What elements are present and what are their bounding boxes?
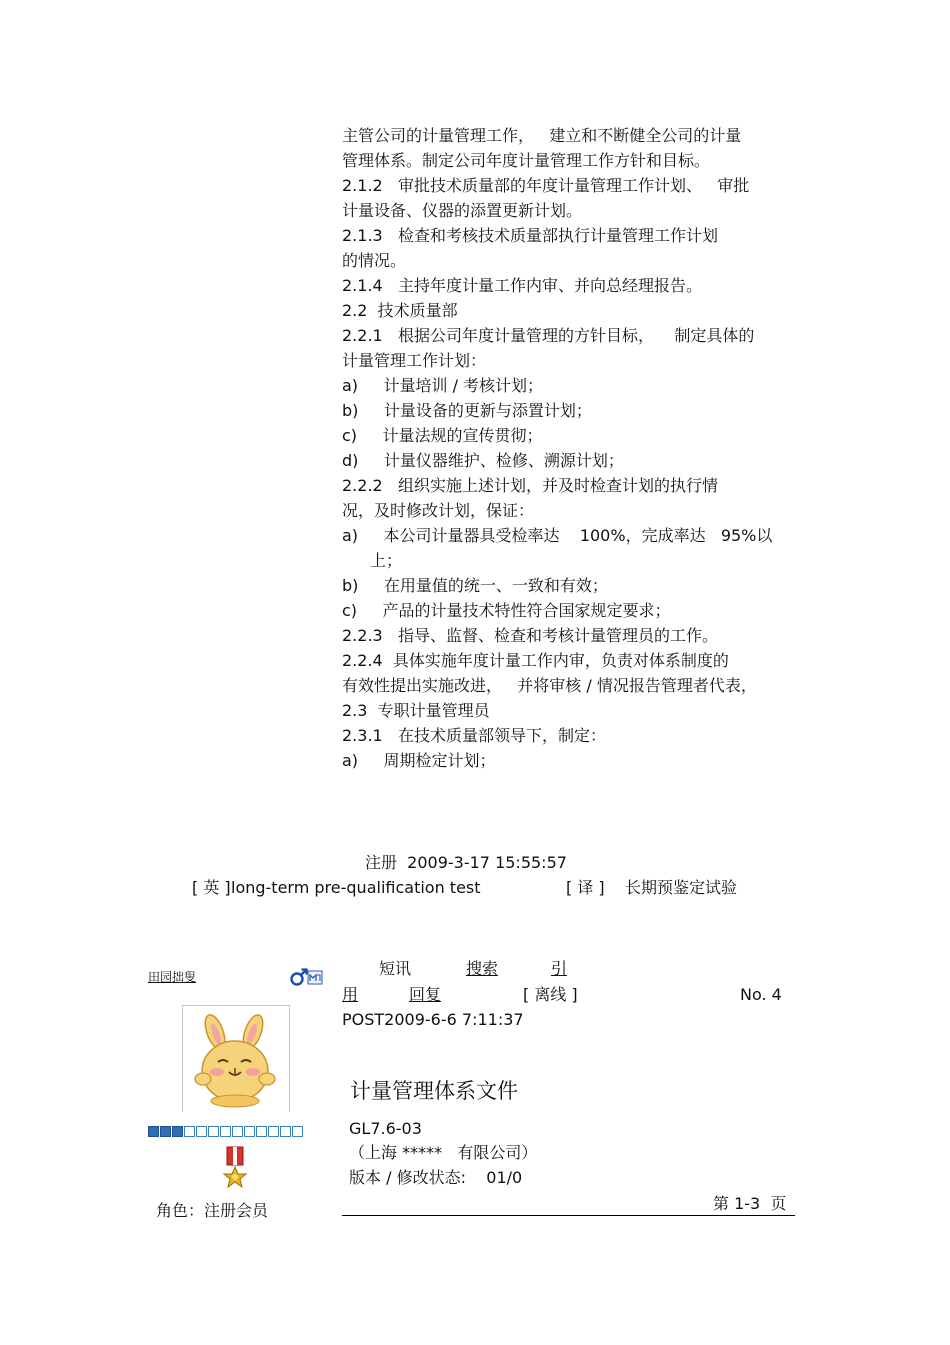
text-line: 2.1.4 主持年度计量工作内审、并向总经理报告。 <box>342 276 702 295</box>
level-segment <box>268 1126 279 1137</box>
list-item: b) 在用量值的统一、一致和有效； <box>342 576 608 595</box>
text-line: 的情况。 <box>342 251 407 270</box>
user-role: 角色：注册会员 <box>156 1201 269 1220</box>
text-line: 2.1.3 检查和考核技术质量部执行计量管理工作计划 <box>342 226 718 245</box>
text-line: 2.2.1 根据公司年度计量管理的方针目标， 制定具体的 <box>342 326 755 345</box>
level-progress-bar <box>148 1126 303 1137</box>
text-line: 2.1.2 审批技术质量部的年度计量管理工作计划、 审批 <box>342 176 750 195</box>
username-link[interactable]: 田园拙叟 <box>148 970 197 984</box>
post-number: No. 4 <box>740 985 782 1004</box>
post-time: POST2009-6-6 7:11:37 <box>342 1010 524 1029</box>
text-line: 主管公司的计量管理工作， 建立和不断健全公司的计量 <box>342 126 742 145</box>
level-segment <box>220 1126 231 1137</box>
text-line: 2.2.2 组织实施上述计划，并及时检查计划的执行情 <box>342 476 718 495</box>
medal-icon <box>222 1146 248 1192</box>
text-line: 2.3.1 在技术质量部领导下，制定： <box>342 726 606 745</box>
text-line: 有效性提出实施改进， 并将审核 / 情况报告管理者代表， <box>342 676 757 695</box>
list-item: a) 周期检定计划； <box>342 751 496 770</box>
level-segment <box>244 1126 255 1137</box>
doc-company: （上海 ***** 有限公司） <box>349 1143 538 1162</box>
doc-version: 版本 / 修改状态: 01/0 <box>349 1168 523 1187</box>
doc-title: 计量管理体系文件 <box>350 1079 518 1103</box>
level-segment <box>256 1126 267 1137</box>
level-segment <box>160 1126 171 1137</box>
zh-tag: [ 译 ] <box>566 878 605 897</box>
en-tag: [ 英 ] <box>192 878 231 897</box>
page-number: 第 1-3 页 <box>713 1194 787 1213</box>
list-item: d) 计量仪器维护、检修、溯源计划； <box>342 451 624 470</box>
level-segment <box>148 1126 159 1137</box>
message-link[interactable]: 短讯 <box>379 959 412 978</box>
level-segment <box>232 1126 243 1137</box>
text-line: 2.2.3 指导、监督、检查和考核计量管理员的工作。 <box>342 626 718 645</box>
avatar <box>182 1005 290 1112</box>
zh-term: 长期预鉴定试验 <box>625 878 738 897</box>
search-link[interactable]: 搜索 <box>466 959 499 978</box>
level-segment <box>184 1126 195 1137</box>
list-item: b) 计量设备的更新与添置计划； <box>342 401 592 420</box>
quote-link[interactable]: 引 <box>551 959 568 978</box>
male-icon[interactable] <box>289 966 323 988</box>
list-item: a) 本公司计量器具受检率达 100%，完成率达 95%以 <box>342 526 773 545</box>
doc-code: GL7.6-03 <box>349 1119 422 1138</box>
level-segment <box>172 1126 183 1137</box>
text-line: 计量管理工作计划： <box>342 351 487 370</box>
list-item: c) 产品的计量技术特性符合国家规定要求； <box>342 601 671 620</box>
list-item: a) 计量培训 / 考核计划； <box>342 376 544 395</box>
list-item: c) 计量法规的宣传贯彻； <box>342 426 543 445</box>
text-line: 2.2.4 具体实施年度计量工作内审，负责对体系制度的 <box>342 651 729 670</box>
text-line: 况，及时修改计划，保证： <box>342 501 535 520</box>
quote-link-continued[interactable]: 用 <box>342 985 359 1004</box>
divider <box>342 1215 795 1216</box>
en-term: long-term pre-qualification test <box>231 878 481 897</box>
text-line: 计量设备、仪器的添置更新计划。 <box>342 201 583 220</box>
list-item-continuation: 上； <box>370 551 403 570</box>
section-heading: 2.3 专职计量管理员 <box>342 701 490 720</box>
rabbit-avatar-icon <box>183 1006 289 1112</box>
text-line: 管理体系。制定公司年度计量管理工作方针和目标。 <box>342 151 711 170</box>
register-date: 注册 2009-3-17 15:55:57 <box>365 853 567 872</box>
reply-link[interactable]: 回复 <box>409 985 442 1004</box>
level-segment <box>196 1126 207 1137</box>
level-segment <box>280 1126 291 1137</box>
level-segment <box>208 1126 219 1137</box>
level-segment <box>292 1126 303 1137</box>
online-status: [ 离线 ] <box>523 985 578 1004</box>
section-heading: 2.2 技术质量部 <box>342 301 458 320</box>
